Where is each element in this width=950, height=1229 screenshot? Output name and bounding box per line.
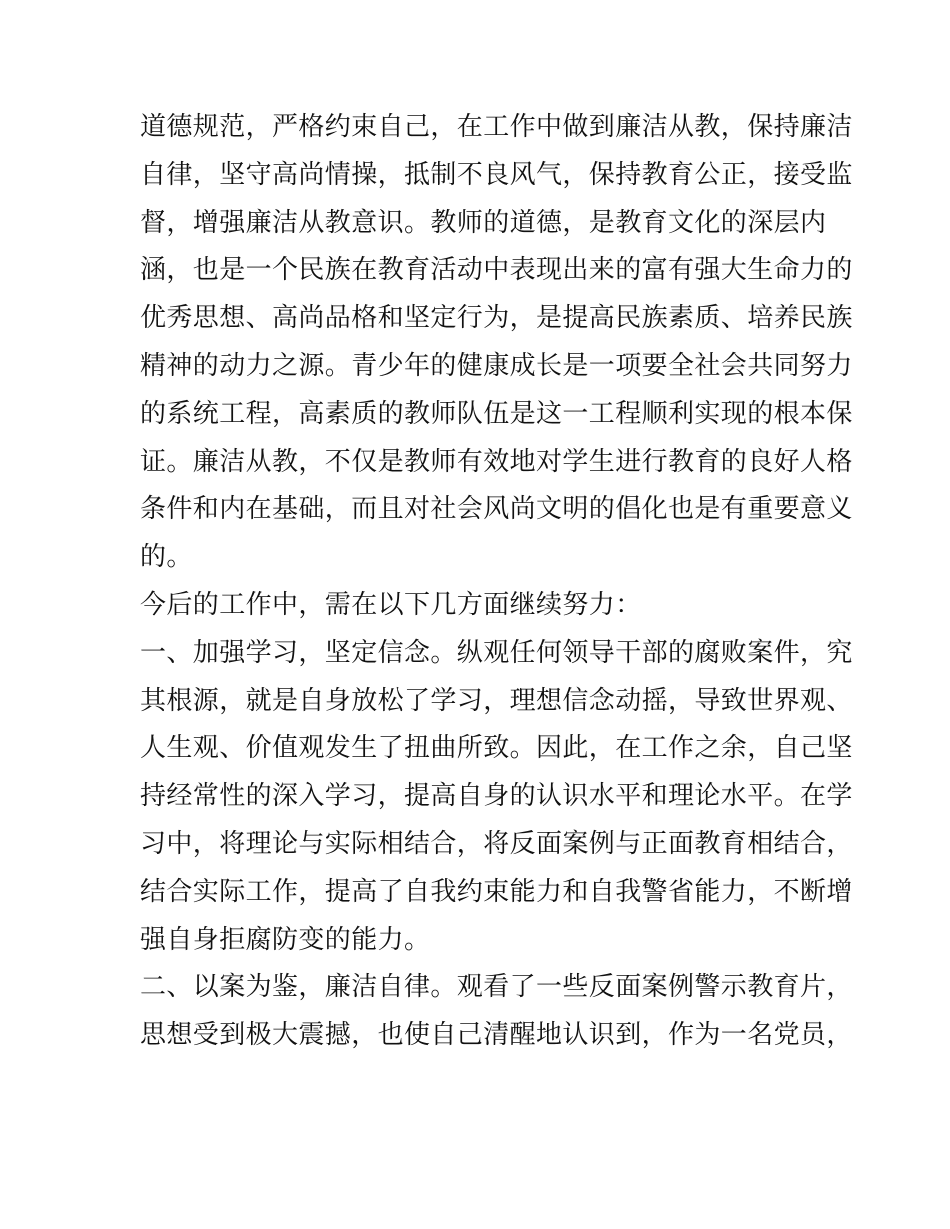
text-line: 一、加强学习，坚定信念。纵观任何领导干部的腐败案件，究 [140,637,853,668]
text-line: 精神的动力之源。青少年的健康成长是一项要全社会共同努力 [140,350,853,381]
text-line: 涵，也是一个民族在教育活动中表现出来的富有强大生命力的 [140,255,853,286]
text-line: 持经常性的深入学习，提高自身的认识水平和理论水平。在学 [140,781,853,812]
text-line: 其根源，就是自身放松了学习，理想信念动摇，导致世界观、 [140,685,853,716]
text-line: 结合实际工作，提高了自我约束能力和自我警省能力，不断增 [140,876,853,907]
text-line: 道德规范，严格约束自己，在工作中做到廉洁从教，保持廉洁 [140,112,853,142]
document-body [140,104,853,1060]
text-line: 强自身拒腐防变的能力。 [140,924,431,955]
text-line: 思想受到极大震撼，也使自己清醒地认识到，作为一名党员， [140,1020,853,1051]
text-line: 习中，将理论与实际相结合，将反面案例与正面教育相结合， [140,828,853,859]
text-line: 二、以案为鉴，廉洁自律。观看了一些反面案例警示教育片， [140,972,853,1003]
text-line: 的。 [140,542,193,573]
text-line: 条件和内在基础，而且对社会风尚文明的倡化也是有重要意义 [140,494,853,525]
text-line: 今后的工作中，需在以下几方面继续努力： [140,589,642,620]
text-line: 的系统工程，高素质的教师队伍是这一工程顺利实现的根本保 [140,398,853,429]
text-line: 自律，坚守高尚情操，抵制不良风气，保持教育公正，接受监 [140,159,853,190]
text-line: 督，增强廉洁从教意识。教师的道德，是教育文化的深层内 [140,207,827,238]
text-line: 人生观、价值观发生了扭曲所致。因此，在工作之余，自己坚 [140,733,853,764]
text-line: 优秀思想、高尚品格和坚定行为，是提高民族素质、培养民族 [140,303,853,334]
text-line: 证。廉洁从教，不仅是教师有效地对学生进行教育的良好人格 [140,446,853,477]
